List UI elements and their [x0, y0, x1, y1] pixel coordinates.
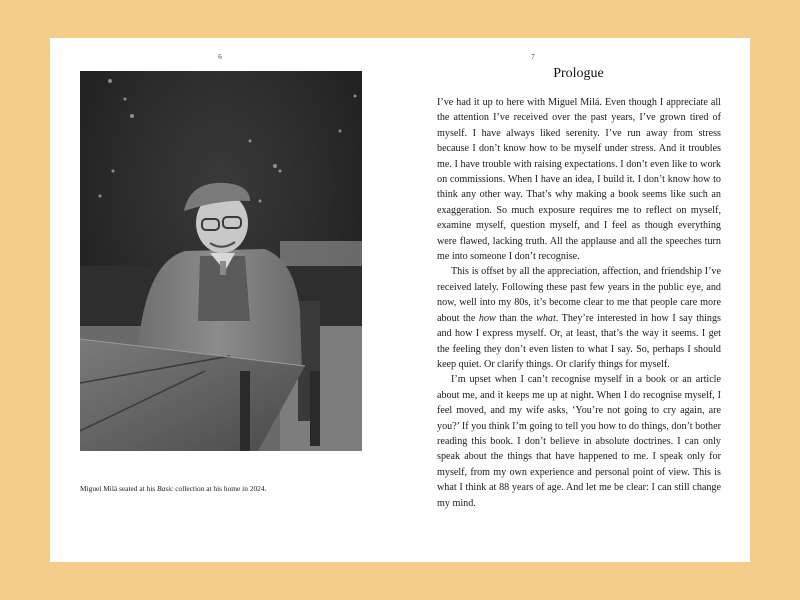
paragraph: [437, 264, 721, 372]
paragraph: [437, 95, 721, 264]
portrait-photo: [80, 71, 362, 451]
caption-text-end: collection at his home in 2024.: [173, 484, 267, 493]
italic-text: how: [478, 312, 496, 324]
paragraph: [437, 372, 721, 511]
page-number-left: 6: [218, 53, 222, 61]
chapter-title: Prologue: [553, 66, 604, 81]
page-number-right: 7: [531, 53, 535, 61]
caption-italic-title: Basic: [156, 484, 174, 493]
text-segment: than the: [495, 312, 537, 324]
text-segment: This is offset by all the appreciation, affection, and friendship I’ve received lately. Following these past few years in the public eye, and now, well into my 80s, it’s become clear to me that people care more about the: [437, 266, 721, 324]
body-text: [437, 95, 721, 511]
italic-text: what: [536, 312, 556, 324]
text-segment: I’m upset when I can’t recognise myself in a book or an article about me, and it keeps me up at night. When I do recognise myself, I feel moved, and my wife asks, ‘You’re not going to cry again, are you?’ If you think I’m going to tell you how to do things, don’t bother reading this book. I don’t believe in absolute doctrines. I can only speak about the things that have happened to me. I speak only for myself, from my own experience and personal point of view. This is what I think at 88 years of age. And let me be clear: I can still change my mind.: [437, 374, 721, 509]
text-segment: I’ve had it up to here with Miguel Milá. Even though I appreciate all the attention I’ve received over the past years, I’ve grown tired of myself. I have always liked serenity. I’ve run away from stress because I don’t know how to be myself under stress. And it troubles me. I have trouble with raising expectations. I don’t even like to work on commissions. When I have an idea, I build it. I don’t know how to think any other way. That’s why making a book seems like such an exaggeration. So much exposure requires me to reflect on myself, examine myself, question myself, and I feel as though everything were flawed, lacking truth. All the applause and all the speeches turn me into someone I don’t recognise.: [437, 97, 721, 263]
text-segment: . They’re interested in how I say things and how I express myself. Or, at least, that’s the way it seems. I get the feeling they don’t even listen to what I say. So, perhaps I should keep quiet. Or clarify things. Or clarify things for myself.: [437, 312, 721, 370]
book-spread: [50, 38, 750, 562]
photo-caption: [80, 484, 266, 493]
caption-text-start: Miguel Milá seated at his: [80, 484, 157, 493]
photo-image-icon: [80, 71, 362, 451]
